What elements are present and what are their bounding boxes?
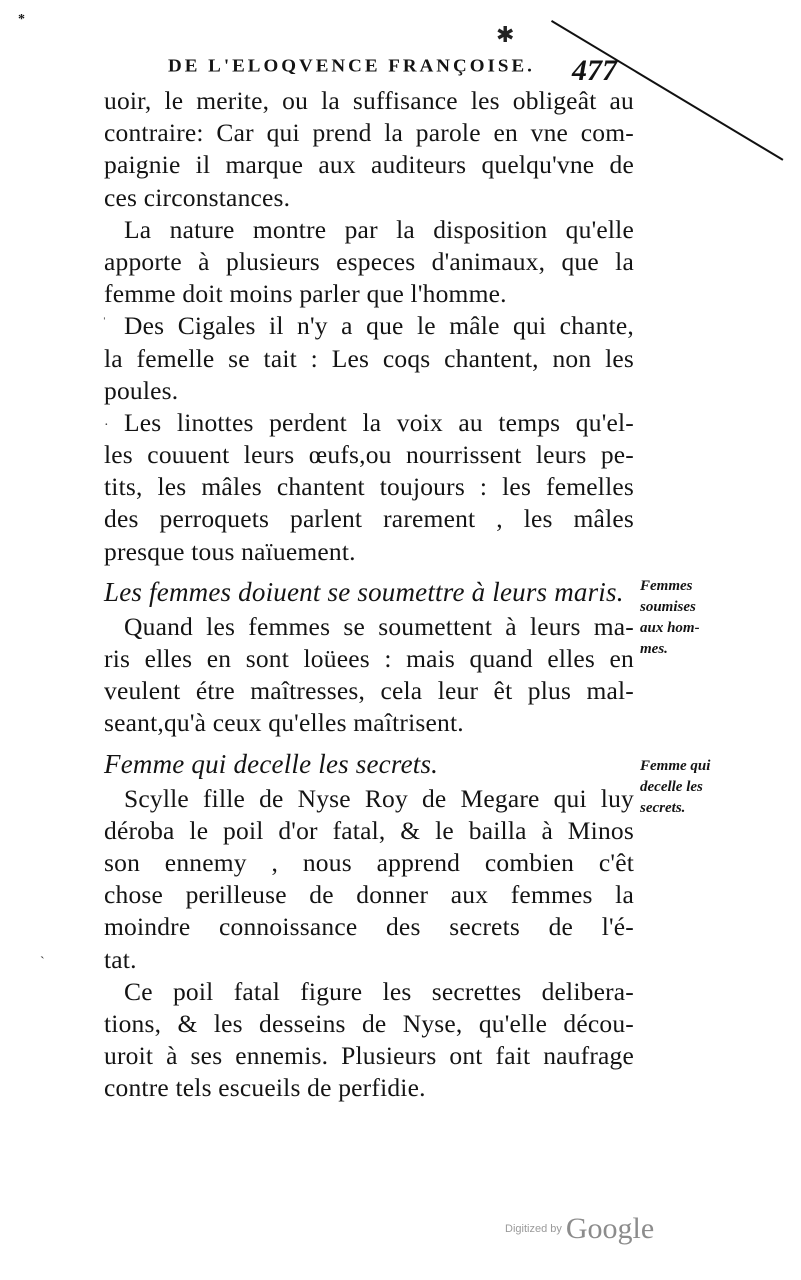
running-head: DE L'ELOQVENCE FRANÇOISE. — [168, 56, 535, 77]
margin-note-femme-secrets — [640, 756, 770, 819]
text-line: moindre connoissance des secrets de l'é- — [104, 912, 634, 942]
google-watermark — [505, 1212, 654, 1246]
text-line: presque tous naïuement. — [104, 536, 356, 566]
margin-note-femmes-soumises — [640, 576, 770, 660]
text-line: Les linottes perdent la voix au temps qu'el- — [124, 407, 634, 437]
text-line: des perroquets parlent rarement , les mâles — [104, 504, 634, 534]
text-line: tits, les mâles chantent toujours : les femelles — [104, 472, 634, 502]
margin-tick-mark: · — [104, 418, 109, 433]
page-number: 477 — [572, 54, 617, 87]
text-line: chose perilleuse de donner aux femmes la — [104, 880, 634, 910]
margin-tick-mark: ˋ — [40, 955, 45, 970]
text-line: contre tels escueils de perfidie. — [104, 1073, 426, 1103]
text-line: déroba le poil d'or fatal, & le bailla à Minos — [104, 815, 634, 845]
margin-note-line: aux hom- — [640, 620, 700, 636]
text-line: seant,qu'à ceux qu'elles maîtrisent. — [104, 708, 464, 738]
text-line: contraire: Car qui prend la parole en vne com- — [104, 118, 634, 148]
text-line: La nature montre par la disposition qu'elle — [124, 214, 634, 244]
ink-blot-icon: ✱ — [496, 22, 515, 47]
watermark-brand: Google — [565, 1212, 655, 1245]
text-line: son ennemy , nous apprend combien c'êt — [104, 847, 634, 877]
text-line: poules. — [104, 375, 179, 405]
margin-note-line: soumises — [640, 599, 696, 615]
text-line: femme doit moins parler que l'homme. — [104, 279, 507, 309]
text-line: apporte à plusieurs especes d'animaux, que la — [104, 246, 634, 276]
text-line: uroit à ses ennemis. Plusieurs ont fait naufrage — [104, 1041, 634, 1071]
corner-mark: * — [18, 12, 25, 27]
text-line: tat. — [104, 944, 137, 974]
body-text — [104, 84, 634, 1103]
text-line: les couuent leurs œufs,ou nourrissent leurs pe- — [104, 440, 634, 470]
margin-note-line: Femmes — [640, 578, 693, 594]
text-line: Quand les femmes se soumettent à leurs ma- — [124, 611, 634, 641]
margin-tick-mark: ˈ — [102, 316, 107, 331]
text-line: paignie il marque aux auditeurs quelqu'vne de — [104, 150, 634, 180]
section-heading: Femme qui decelle les secrets. — [104, 748, 439, 779]
margin-note-line: decelle les — [640, 779, 703, 795]
text-line: uoir, le merite, ou la suffisance les obligeât au — [104, 86, 634, 115]
margin-note-line: Femme qui — [640, 758, 711, 774]
text-line: Des Cigales il n'y a que le mâle qui chante, — [124, 311, 634, 341]
margin-note-line: secrets. — [640, 800, 686, 816]
text-line: tions, & les desseins de Nyse, qu'elle décou- — [104, 1008, 634, 1038]
text-line: veulent étre maîtresses, cela leur êt plus mal- — [104, 676, 634, 706]
text-line: ces circonstances. — [104, 182, 291, 212]
text-line: la femelle se tait : Les coqs chantent, non les — [104, 343, 634, 373]
margin-note-line: mes. — [640, 641, 668, 657]
section-heading: Les femmes doiuent se soumettre à leurs maris. — [104, 576, 624, 607]
text-line: Scylle fille de Nyse Roy de Megare qui luy — [124, 783, 634, 813]
text-line: ris elles en sont loüees : mais quand elles en — [104, 644, 634, 673]
watermark-prefix: Digitized by — [505, 1223, 562, 1235]
text-line: Ce poil fatal figure les secrettes delibera- — [124, 976, 634, 1006]
